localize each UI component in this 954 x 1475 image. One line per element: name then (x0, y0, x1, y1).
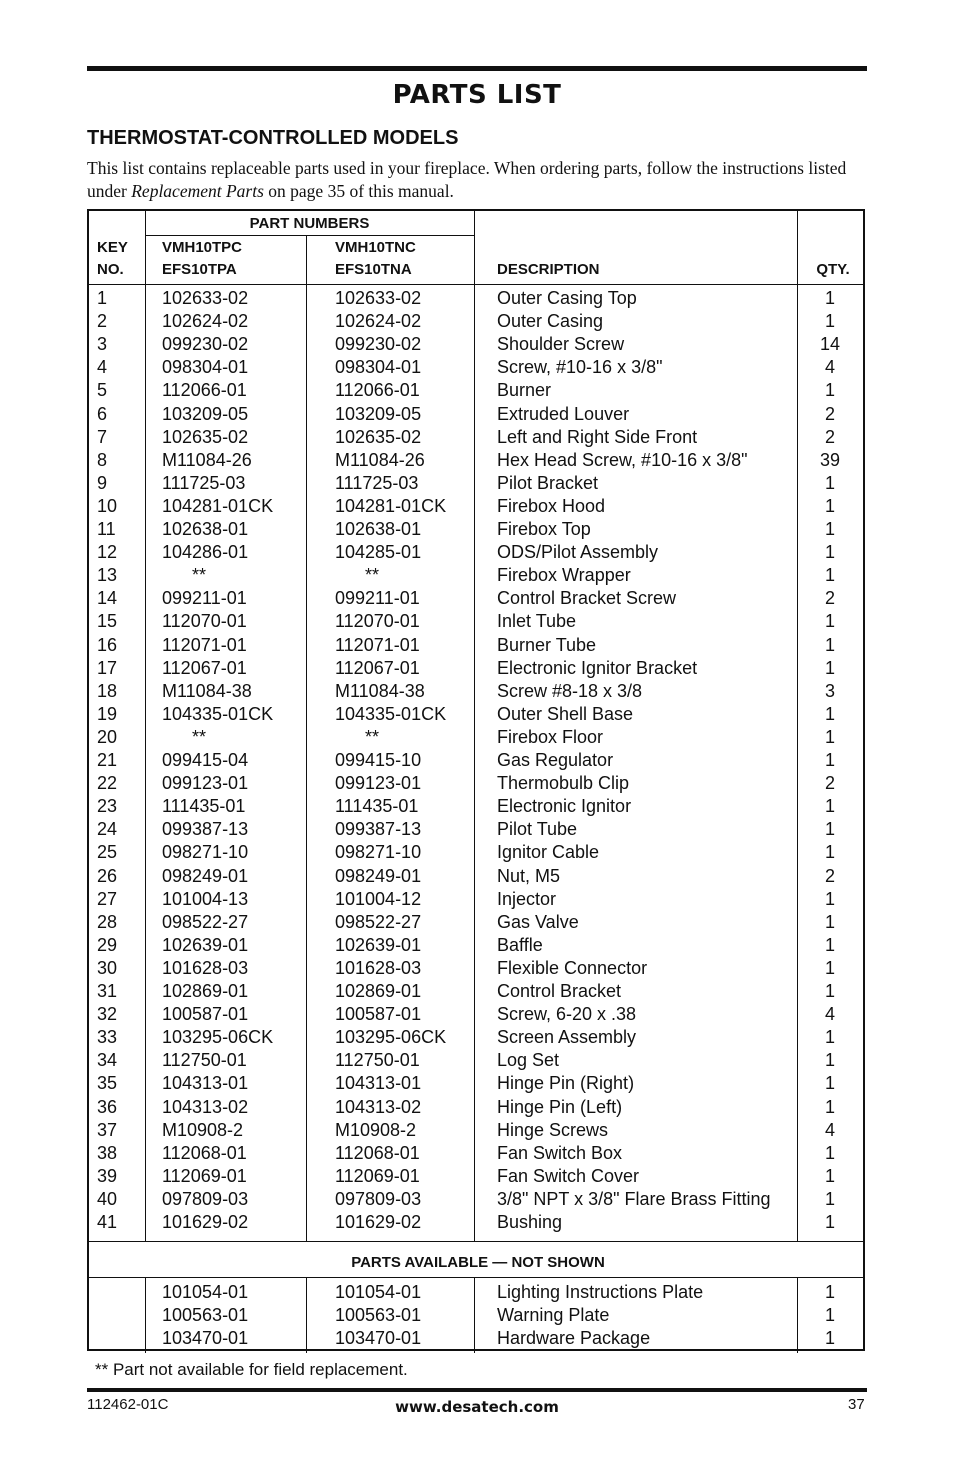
table-row (89, 796, 867, 819)
part-number-a-cell: 104335-01CK (162, 703, 274, 724)
part-number-a-cell: 098522-27 (162, 911, 249, 932)
page-number: 37 (848, 1396, 865, 1413)
table-row (89, 588, 867, 611)
part-number-a-cell: 104313-01 (162, 1073, 249, 1094)
key-cell: 25 (97, 842, 118, 863)
part-number-a-cell: 099230-02 (162, 334, 249, 355)
description-cell: Ignitor Cable (497, 842, 600, 863)
table-row (89, 866, 867, 889)
table-row (89, 565, 867, 588)
part-number-b-cell: 098271-10 (335, 842, 422, 863)
section-title: THERMOSTAT-CONTROLLED MODELS (87, 127, 459, 149)
part-number-a-cell: M10908-2 (162, 1119, 244, 1140)
part-number-a-cell: 099415-04 (162, 750, 249, 770)
part-number-b-cell: 102624-02 (335, 311, 422, 332)
description-cell: Injector (497, 888, 557, 909)
table-row (89, 311, 867, 334)
intro-italic-link: Replacement Parts (131, 181, 264, 201)
description-cell: Control Bracket Screw (497, 588, 677, 609)
description-cell: Shoulder Screw (497, 334, 625, 355)
part-number-a-cell: 098304-01 (162, 357, 249, 378)
qty-cell: 1 (824, 703, 835, 724)
table-row (89, 935, 867, 958)
key-cell: 5 (97, 380, 108, 401)
table-row (89, 819, 867, 842)
qty-cell: 1 (824, 519, 835, 539)
qty-cell: 1 (824, 1305, 835, 1325)
part-number-a-cell: 101054-01 (162, 1282, 249, 1302)
qty-cell: 1 (824, 819, 835, 840)
key-cell: 24 (97, 819, 118, 840)
description-cell: Screw, 6-20 x .38 (497, 1004, 637, 1025)
part-number-b-cell: 101054-01 (335, 1282, 422, 1302)
table-row (89, 404, 867, 427)
part-number-b-cell: M11084-26 (335, 449, 425, 470)
top-rule (87, 66, 867, 71)
table-row (89, 496, 867, 519)
header-description: DESCRIPTION (497, 261, 600, 278)
key-cell: 7 (97, 426, 108, 447)
part-number-a-cell: 099211-01 (162, 588, 247, 609)
qty-cell: 1 (824, 1050, 835, 1071)
description-cell: Lighting Instructions Plate (497, 1282, 704, 1302)
table-row (89, 1166, 867, 1189)
part-number-b-cell: 098522-27 (335, 911, 422, 932)
part-number-a-cell: 102638-01 (162, 519, 249, 539)
description-cell: ODS/Pilot Assembly (497, 542, 659, 563)
table-row (89, 1143, 867, 1166)
part-number-b-cell: 099230-02 (335, 334, 422, 355)
description-cell: Nut, M5 (497, 865, 561, 886)
description-cell: Hardware Package (497, 1328, 651, 1348)
main-body-bottom-rule (89, 1241, 865, 1242)
table-row (89, 380, 867, 403)
qty-cell: 1 (824, 934, 835, 955)
part-number-b-cell: 100563-01 (335, 1305, 422, 1325)
key-cell: 16 (97, 634, 118, 655)
table-row (89, 681, 867, 704)
part-number-b-cell: M11084-38 (335, 680, 425, 701)
part-number-b-cell: 112071-01 (335, 634, 420, 655)
table-row (89, 542, 867, 565)
description-cell: Firebox Top (497, 519, 591, 539)
qty-cell: 1 (824, 1328, 835, 1348)
part-number-b-cell: 102639-01 (335, 934, 422, 955)
bottom-rule (87, 1388, 867, 1392)
key-cell: 41 (97, 1212, 118, 1232)
description-cell: 3/8" NPT x 3/8" Flare Brass Fitting (497, 1188, 771, 1209)
qty-cell: 1 (824, 1073, 835, 1094)
qty-cell: 39 (819, 449, 841, 470)
part-number-b-cell: 112070-01 (335, 611, 420, 632)
website: www.desatech.com (395, 1398, 559, 1416)
part-number-b-cell: 099387-13 (335, 819, 422, 840)
part-number-b-cell: 098249-01 (335, 865, 422, 886)
qty-cell: 3 (824, 680, 835, 701)
header-col-a-line1: VMH10TPC (162, 239, 243, 256)
qty-cell: 1 (824, 565, 835, 586)
qty-cell: 1 (824, 957, 835, 978)
part-number-b-cell: 112068-01 (335, 1142, 420, 1163)
description-cell: Outer Casing (497, 311, 604, 332)
table-row (89, 611, 867, 634)
table-row (89, 1212, 867, 1235)
table-row (89, 912, 867, 935)
part-number-b-cell: 101629-02 (335, 1212, 422, 1232)
part-number-a-cell: 100587-01 (162, 1004, 249, 1025)
part-number-a-cell: 102633-02 (162, 288, 249, 308)
table-row (89, 727, 867, 750)
part-number-a-cell: 104313-02 (162, 1096, 249, 1117)
table-row (89, 1004, 867, 1027)
description-cell: Firebox Floor (497, 726, 604, 747)
qty-cell: 1 (824, 911, 835, 932)
qty-cell: 1 (824, 1142, 835, 1163)
key-cell: 17 (97, 657, 118, 678)
qty-cell: 1 (824, 750, 835, 770)
parts-table (87, 209, 865, 1351)
not-shown-title-rule (89, 1277, 865, 1278)
table-row (89, 288, 867, 311)
table-row (89, 635, 867, 658)
part-number-a-cell: 098271-10 (162, 842, 249, 863)
description-cell: Firebox Hood (497, 495, 606, 516)
qty-cell: 2 (824, 426, 835, 447)
part-number-a-cell: 100563-01 (162, 1305, 249, 1325)
part-number-a-cell: 112071-01 (162, 634, 247, 655)
part-number-a-cell: 098249-01 (162, 865, 249, 886)
description-cell: Gas Regulator (497, 750, 614, 770)
part-number-a-cell: 112066-01 (162, 380, 247, 401)
header-bottom-rule (89, 284, 865, 285)
qty-cell: 1 (824, 1212, 835, 1232)
qty-cell: 1 (824, 796, 835, 817)
part-number-b-cell: 101628-03 (335, 957, 422, 978)
table-row (89, 519, 867, 542)
table-row (89, 889, 867, 912)
description-cell: Hinge Pin (Left) (497, 1096, 623, 1117)
description-cell: Warning Plate (497, 1305, 610, 1325)
qty-cell: 14 (819, 334, 841, 355)
key-cell: 33 (97, 1027, 118, 1048)
intro-text-2: on page 35 of this manual. (263, 181, 454, 201)
description-cell: Hinge Pin (Right) (497, 1073, 635, 1094)
description-cell: Left and Right Side Front (497, 426, 698, 447)
part-number-a-cell: 102639-01 (162, 934, 249, 955)
description-cell: Screen Assembly (497, 1027, 637, 1048)
part-number-a-cell: 097809-03 (162, 1188, 249, 1209)
qty-cell: 1 (824, 726, 835, 747)
part-number-a-cell: 104281-01CK (162, 495, 274, 516)
table-row (89, 450, 867, 473)
part-number-a-cell: 099387-13 (162, 819, 249, 840)
table-row (89, 958, 867, 981)
part-number-a-cell: 099123-01 (162, 773, 249, 794)
description-cell: Hinge Screws (497, 1119, 609, 1140)
key-cell: 13 (97, 565, 118, 586)
part-number-a-cell: M11084-38 (162, 680, 252, 701)
description-cell: Log Set (497, 1050, 560, 1071)
part-number-b-cell: 103295-06CK (335, 1027, 447, 1048)
part-number-b-cell: 104313-02 (335, 1096, 422, 1117)
header-part-numbers: PART NUMBERS (249, 215, 370, 232)
key-cell: 3 (97, 334, 108, 355)
table-row (89, 1189, 867, 1212)
key-cell: 2 (97, 311, 108, 332)
table-row (89, 1328, 867, 1351)
part-number-b-cell: 104313-01 (335, 1073, 422, 1094)
part-numbers-underline (145, 235, 474, 236)
key-cell: 8 (97, 449, 108, 470)
description-cell: Burner (497, 380, 552, 401)
part-number-b-cell: 099211-01 (335, 588, 420, 609)
description-cell: Thermobulb Clip (497, 773, 630, 794)
intro-paragraph (87, 157, 877, 203)
part-number-a-cell: 112070-01 (162, 611, 247, 632)
qty-cell: 1 (824, 1096, 835, 1117)
description-cell: Flexible Connector (497, 957, 648, 978)
part-number-b-cell: 098304-01 (335, 357, 422, 378)
description-cell: Control Bracket (497, 981, 622, 1001)
qty-cell: 1 (824, 842, 835, 863)
qty-cell: 1 (824, 634, 835, 655)
part-number-b-cell: 099123-01 (335, 773, 422, 794)
description-cell: Outer Shell Base (497, 703, 634, 724)
table-row (89, 334, 867, 357)
part-number-a-cell: 101628-03 (162, 957, 249, 978)
key-cell: 27 (97, 888, 118, 909)
part-number-b-cell: 104285-01 (335, 542, 422, 563)
part-number-b-cell: 103470-01 (335, 1328, 422, 1348)
qty-cell: 1 (824, 311, 835, 332)
qty-cell: 1 (824, 657, 835, 678)
part-number-a-cell: 102624-02 (162, 311, 249, 332)
description-cell: Extruded Louver (497, 403, 630, 424)
footnote: ** Part not available for field replacement. (95, 1360, 408, 1379)
header-qty: QTY. (816, 261, 850, 278)
qty-cell: 1 (824, 1027, 835, 1048)
table-row (89, 427, 867, 450)
description-cell: Fan Switch Cover (497, 1165, 640, 1186)
key-cell: 40 (97, 1188, 118, 1209)
description-cell: Screw, #10-16 x 3/8" (497, 357, 663, 378)
part-number-b-cell: 102633-02 (335, 288, 422, 308)
description-cell: Outer Casing Top (497, 288, 637, 308)
table-row (89, 704, 867, 727)
qty-cell: 1 (824, 495, 835, 516)
key-cell: 1 (97, 288, 108, 308)
part-number-a-cell: 102635-02 (162, 426, 249, 447)
part-number-b-cell: 103209-05 (335, 403, 422, 424)
part-number-b-cell: 112750-01 (335, 1050, 420, 1071)
description-cell: Fan Switch Box (497, 1142, 623, 1163)
part-number-a-cell: 103470-01 (162, 1328, 249, 1348)
key-cell: 12 (97, 542, 118, 563)
description-cell: Gas Valve (497, 911, 579, 932)
part-number-a-cell: 111725-03 (162, 472, 246, 493)
description-cell: Bushing (497, 1212, 563, 1232)
part-number-a-cell: 101004-13 (162, 888, 249, 909)
part-number-b-cell: 097809-03 (335, 1188, 422, 1209)
table-row (89, 473, 867, 496)
table-row (89, 658, 867, 681)
table-row (89, 357, 867, 380)
key-cell: 29 (97, 934, 118, 955)
table-row (89, 773, 867, 796)
header-key-line1: KEY (97, 239, 128, 256)
part-number-b-cell: M10908-2 (335, 1119, 417, 1140)
table-row (89, 1027, 867, 1050)
part-number-a-cell: 102869-01 (162, 981, 249, 1001)
key-cell: 22 (97, 773, 118, 794)
table-row (89, 842, 867, 865)
page-title: PARTS LIST (392, 80, 562, 110)
description-cell: Inlet Tube (497, 611, 577, 632)
part-number-b-cell: 112067-01 (335, 657, 420, 678)
table-row (89, 1120, 867, 1143)
qty-cell: 4 (824, 1119, 835, 1140)
description-cell: Electronic Ignitor Bracket (497, 657, 698, 678)
intro-text-1: This list contains replaceable parts used in your fireplace. When ordering parts, follow the instructions listed under (87, 158, 847, 201)
qty-cell: 1 (824, 611, 835, 632)
qty-cell: 2 (824, 773, 835, 794)
part-number-b-cell: 102869-01 (335, 981, 422, 1001)
key-cell: 30 (97, 957, 118, 978)
part-number-a-cell: M11084-26 (162, 449, 252, 470)
table-row (89, 1305, 867, 1328)
qty-cell: 1 (824, 1188, 835, 1209)
key-cell: 10 (97, 495, 118, 516)
key-cell: 4 (97, 357, 108, 378)
description-cell: Electronic Ignitor (497, 796, 632, 817)
description-cell: Burner Tube (497, 634, 597, 655)
key-cell: 32 (97, 1004, 118, 1025)
qty-cell: 1 (824, 472, 835, 493)
key-cell: 37 (97, 1119, 118, 1140)
header-col-a-line2: EFS10TPA (162, 261, 237, 278)
part-number-b-cell: ** (335, 726, 380, 747)
qty-cell: 1 (824, 380, 835, 401)
table-row (89, 1050, 867, 1073)
key-cell: 11 (97, 519, 116, 539)
table-row (89, 981, 867, 1004)
key-cell: 36 (97, 1096, 118, 1117)
part-number-a-cell: 111435-01 (162, 796, 246, 817)
part-number-b-cell: 102638-01 (335, 519, 422, 539)
table-row (89, 1097, 867, 1120)
header-col-b-line2: EFS10TNA (335, 261, 412, 278)
part-number-b-cell: ** (335, 565, 380, 586)
not-shown-title: PARTS AVAILABLE — NOT SHOWN (351, 1254, 605, 1271)
qty-cell: 4 (824, 1004, 835, 1025)
header-key-line2: NO. (97, 261, 124, 278)
part-number-a-cell: ** (162, 565, 207, 586)
part-number-b-cell: 102635-02 (335, 426, 422, 447)
qty-cell: 4 (824, 357, 835, 378)
key-cell: 38 (97, 1142, 118, 1163)
key-cell: 23 (97, 796, 118, 817)
key-cell: 15 (97, 611, 118, 632)
qty-cell: 1 (824, 1282, 835, 1302)
key-cell: 31 (97, 981, 118, 1001)
part-number-b-cell: 104335-01CK (335, 703, 447, 724)
key-cell: 19 (97, 703, 118, 724)
key-cell: 35 (97, 1073, 118, 1094)
key-cell: 21 (97, 750, 118, 770)
description-cell: Hex Head Screw, #10-16 x 3/8" (497, 449, 748, 470)
key-cell: 9 (97, 472, 108, 493)
description-cell: Pilot Tube (497, 819, 578, 840)
table-row (89, 750, 867, 773)
description-cell: Screw #8-18 x 3/8 (497, 680, 643, 701)
table-row (89, 1282, 867, 1305)
doc-number: 112462-01C (87, 1396, 169, 1413)
qty-cell: 1 (824, 888, 835, 909)
key-cell: 14 (97, 588, 118, 609)
part-number-a-cell: 112068-01 (162, 1142, 247, 1163)
part-number-b-cell: 111725-03 (335, 472, 419, 493)
key-cell: 34 (97, 1050, 118, 1071)
part-number-a-cell: 112750-01 (162, 1050, 247, 1071)
part-number-b-cell: 100587-01 (335, 1004, 422, 1025)
part-number-b-cell: 112069-01 (335, 1165, 420, 1186)
key-cell: 20 (97, 726, 118, 747)
key-cell: 28 (97, 911, 118, 932)
part-number-b-cell: 101004-12 (335, 888, 422, 909)
part-number-a-cell: 112067-01 (162, 657, 247, 678)
qty-cell: 2 (824, 865, 835, 886)
part-number-b-cell: 112066-01 (335, 380, 420, 401)
qty-cell: 1 (824, 981, 835, 1001)
qty-cell: 1 (824, 542, 835, 563)
key-cell: 6 (97, 403, 108, 424)
part-number-a-cell: 103295-06CK (162, 1027, 274, 1048)
key-cell: 26 (97, 865, 118, 886)
qty-cell: 1 (824, 1165, 835, 1186)
qty-cell: 2 (824, 588, 835, 609)
header-col-b-line1: VMH10TNC (335, 239, 416, 256)
qty-cell: 1 (824, 288, 835, 308)
part-number-a-cell: ** (162, 726, 207, 747)
part-number-b-cell: 111435-01 (335, 796, 419, 817)
qty-cell: 2 (824, 403, 835, 424)
part-number-b-cell: 104281-01CK (335, 495, 447, 516)
key-cell: 39 (97, 1165, 118, 1186)
description-cell: Pilot Bracket (497, 472, 599, 493)
key-cell: 18 (97, 680, 118, 701)
description-cell: Baffle (497, 934, 543, 955)
part-number-a-cell: 112069-01 (162, 1165, 247, 1186)
part-number-a-cell: 104286-01 (162, 542, 249, 563)
part-number-a-cell: 103209-05 (162, 403, 249, 424)
part-number-b-cell: 099415-10 (335, 750, 422, 770)
table-row (89, 1073, 867, 1096)
description-cell: Firebox Wrapper (497, 565, 631, 586)
part-number-a-cell: 101629-02 (162, 1212, 249, 1232)
